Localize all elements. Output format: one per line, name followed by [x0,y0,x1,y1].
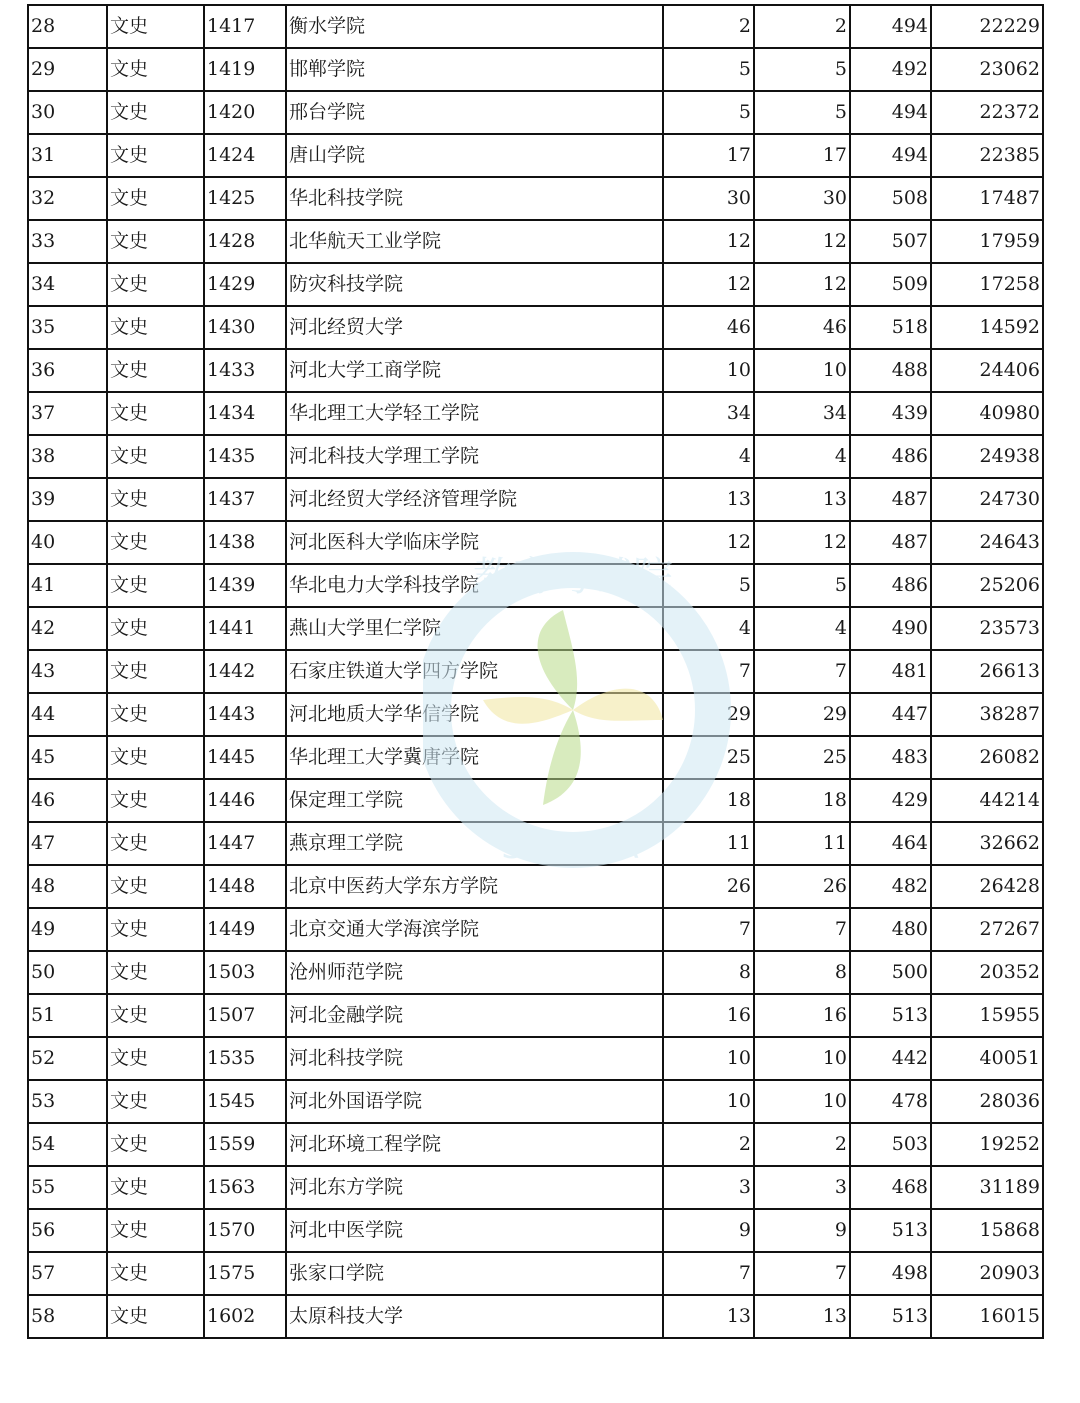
cell-enrolled: 3 [754,1166,850,1209]
cell-school-name: 北京中医药大学东方学院 [286,865,663,908]
cell-school-name: 华北电力大学科技学院 [286,564,663,607]
cell-code: 1438 [204,521,286,564]
cell-code: 1507 [204,994,286,1037]
table-row [28,392,1043,435]
cell-plan: 34 [663,392,754,435]
cell-min-score: 494 [850,91,931,134]
cell-school-name: 衡水学院 [286,5,663,48]
cell-plan: 3 [663,1166,754,1209]
cell-plan: 13 [663,478,754,521]
cell-plan: 26 [663,865,754,908]
cell-enrolled: 17 [754,134,850,177]
cell-plan: 16 [663,994,754,1037]
cell-enrolled: 7 [754,650,850,693]
cell-rank: 17959 [931,220,1043,263]
cell-category: 文史 [107,478,204,521]
table-row [28,349,1043,392]
cell-enrolled: 25 [754,736,850,779]
cell-category: 文史 [107,392,204,435]
table-row [28,779,1043,822]
cell-school-name: 河北环境工程学院 [286,1123,663,1166]
cell-min-score: 498 [850,1252,931,1295]
table-row [28,1166,1043,1209]
cell-seq: 34 [28,263,107,306]
cell-min-score: 486 [850,564,931,607]
cell-enrolled: 5 [754,91,850,134]
table-row [28,607,1043,650]
cell-seq: 45 [28,736,107,779]
cell-rank: 15955 [931,994,1043,1037]
table-row [28,650,1043,693]
cell-code: 1424 [204,134,286,177]
cell-school-name: 邯郸学院 [286,48,663,91]
cell-school-name: 张家口学院 [286,1252,663,1295]
cell-seq: 46 [28,779,107,822]
cell-rank: 24406 [931,349,1043,392]
table-body [28,5,1043,1338]
cell-plan: 7 [663,650,754,693]
cell-plan: 11 [663,822,754,865]
cell-min-score: 508 [850,177,931,220]
cell-seq: 56 [28,1209,107,1252]
cell-seq: 30 [28,91,107,134]
cell-enrolled: 34 [754,392,850,435]
cell-code: 1420 [204,91,286,134]
cell-min-score: 483 [850,736,931,779]
cell-rank: 40980 [931,392,1043,435]
cell-code: 1535 [204,1037,286,1080]
cell-enrolled: 7 [754,1252,850,1295]
cell-plan: 7 [663,908,754,951]
cell-code: 1417 [204,5,286,48]
cell-plan: 5 [663,91,754,134]
cell-rank: 22385 [931,134,1043,177]
cell-category: 文史 [107,220,204,263]
cell-code: 1428 [204,220,286,263]
table-row [28,822,1043,865]
cell-min-score: 518 [850,306,931,349]
cell-category: 文史 [107,48,204,91]
cell-seq: 41 [28,564,107,607]
cell-enrolled: 8 [754,951,850,994]
cell-category: 文史 [107,263,204,306]
cell-plan: 10 [663,1037,754,1080]
cell-category: 文史 [107,435,204,478]
cell-rank: 17487 [931,177,1043,220]
cell-rank: 25206 [931,564,1043,607]
cell-rank: 22229 [931,5,1043,48]
cell-enrolled: 2 [754,5,850,48]
cell-seq: 36 [28,349,107,392]
cell-plan: 46 [663,306,754,349]
cell-plan: 13 [663,1295,754,1338]
cell-rank: 40051 [931,1037,1043,1080]
cell-enrolled: 16 [754,994,850,1037]
cell-category: 文史 [107,994,204,1037]
cell-school-name: 北京交通大学海滨学院 [286,908,663,951]
cell-min-score: 487 [850,521,931,564]
cell-enrolled: 30 [754,177,850,220]
cell-school-name: 唐山学院 [286,134,663,177]
cell-code: 1435 [204,435,286,478]
cell-seq: 51 [28,994,107,1037]
cell-category: 文史 [107,908,204,951]
cell-code: 1433 [204,349,286,392]
cell-min-score: 481 [850,650,931,693]
watermark-chinese-text: 教育考试院 [473,554,673,600]
cell-seq: 58 [28,1295,107,1338]
cell-enrolled: 5 [754,564,850,607]
cell-code: 1446 [204,779,286,822]
cell-code: 1448 [204,865,286,908]
cell-min-score: 513 [850,994,931,1037]
table-row [28,220,1043,263]
cell-rank: 26613 [931,650,1043,693]
cell-plan: 25 [663,736,754,779]
cell-seq: 40 [28,521,107,564]
cell-min-score: 486 [850,435,931,478]
cell-enrolled: 4 [754,435,850,478]
cell-min-score: 478 [850,1080,931,1123]
cell-code: 1575 [204,1252,286,1295]
cell-min-score: 513 [850,1295,931,1338]
cell-code: 1563 [204,1166,286,1209]
cell-seq: 44 [28,693,107,736]
cell-school-name: 邢台学院 [286,91,663,134]
cell-enrolled: 9 [754,1209,850,1252]
score-table-container [27,4,1042,1339]
cell-enrolled: 12 [754,263,850,306]
cell-seq: 55 [28,1166,107,1209]
cell-plan: 10 [663,1080,754,1123]
cell-enrolled: 18 [754,779,850,822]
cell-seq: 47 [28,822,107,865]
cell-rank: 31189 [931,1166,1043,1209]
admission-score-table [27,4,1044,1339]
cell-code: 1430 [204,306,286,349]
cell-code: 1425 [204,177,286,220]
cell-category: 文史 [107,1123,204,1166]
cell-rank: 27267 [931,908,1043,951]
cell-plan: 4 [663,607,754,650]
cell-enrolled: 2 [754,1123,850,1166]
table-row [28,1037,1043,1080]
cell-rank: 15868 [931,1209,1043,1252]
cell-category: 文史 [107,1295,204,1338]
cell-min-score: 464 [850,822,931,865]
cell-rank: 26428 [931,865,1043,908]
cell-code: 1437 [204,478,286,521]
cell-enrolled: 11 [754,822,850,865]
cell-plan: 7 [663,1252,754,1295]
cell-plan: 18 [663,779,754,822]
cell-plan: 12 [663,263,754,306]
table-row [28,1123,1043,1166]
cell-school-name: 华北理工大学轻工学院 [286,392,663,435]
cell-enrolled: 5 [754,48,850,91]
cell-code: 1570 [204,1209,286,1252]
cell-seq: 37 [28,392,107,435]
cell-school-name: 河北金融学院 [286,994,663,1037]
cell-category: 文史 [107,134,204,177]
cell-enrolled: 46 [754,306,850,349]
cell-school-name: 河北大学工商学院 [286,349,663,392]
cell-category: 文史 [107,306,204,349]
cell-seq: 49 [28,908,107,951]
cell-min-score: 494 [850,5,931,48]
table-row [28,5,1043,48]
cell-category: 文史 [107,650,204,693]
cell-enrolled: 10 [754,1037,850,1080]
cell-code: 1445 [204,736,286,779]
cell-enrolled: 12 [754,521,850,564]
cell-category: 文史 [107,736,204,779]
cell-rank: 38287 [931,693,1043,736]
cell-plan: 17 [663,134,754,177]
cell-category: 文史 [107,779,204,822]
cell-enrolled: 13 [754,1295,850,1338]
cell-school-name: 河北地质大学华信学院 [286,693,663,736]
cell-school-name: 太原科技大学 [286,1295,663,1338]
cell-school-name: 河北东方学院 [286,1166,663,1209]
cell-code: 1545 [204,1080,286,1123]
cell-enrolled: 10 [754,349,850,392]
cell-seq: 52 [28,1037,107,1080]
cell-seq: 35 [28,306,107,349]
cell-category: 文史 [107,822,204,865]
cell-min-score: 487 [850,478,931,521]
cell-rank: 14592 [931,306,1043,349]
cell-school-name: 河北中医学院 [286,1209,663,1252]
cell-code: 1443 [204,693,286,736]
cell-school-name: 河北外国语学院 [286,1080,663,1123]
cell-category: 文史 [107,521,204,564]
cell-category: 文史 [107,1252,204,1295]
cell-seq: 32 [28,177,107,220]
cell-min-score: 490 [850,607,931,650]
cell-category: 文史 [107,1037,204,1080]
cell-category: 文史 [107,5,204,48]
cell-seq: 39 [28,478,107,521]
cell-code: 1503 [204,951,286,994]
cell-code: 1442 [204,650,286,693]
cell-rank: 20903 [931,1252,1043,1295]
cell-plan: 5 [663,564,754,607]
cell-rank: 19252 [931,1123,1043,1166]
cell-enrolled: 4 [754,607,850,650]
cell-min-score: 492 [850,48,931,91]
cell-category: 文史 [107,1209,204,1252]
cell-plan: 8 [663,951,754,994]
cell-min-score: 503 [850,1123,931,1166]
table-row [28,908,1043,951]
cell-seq: 54 [28,1123,107,1166]
cell-rank: 24730 [931,478,1043,521]
cell-school-name: 河北经贸大学 [286,306,663,349]
table-row [28,435,1043,478]
cell-school-name: 华北科技学院 [286,177,663,220]
table-row [28,134,1043,177]
cell-school-name: 北华航天工业学院 [286,220,663,263]
cell-rank: 16015 [931,1295,1043,1338]
cell-category: 文史 [107,693,204,736]
cell-min-score: 468 [850,1166,931,1209]
cell-plan: 10 [663,349,754,392]
cell-min-score: 429 [850,779,931,822]
cell-school-name: 保定理工学院 [286,779,663,822]
cell-code: 1441 [204,607,286,650]
cell-school-name: 燕京理工学院 [286,822,663,865]
cell-rank: 23573 [931,607,1043,650]
watermark-english-text: SNEEA [501,827,645,867]
cell-school-name: 河北科技学院 [286,1037,663,1080]
cell-enrolled: 7 [754,908,850,951]
cell-rank: 17258 [931,263,1043,306]
cell-category: 文史 [107,607,204,650]
cell-seq: 28 [28,5,107,48]
cell-enrolled: 13 [754,478,850,521]
cell-school-name: 石家庄铁道大学四方学院 [286,650,663,693]
table-row [28,91,1043,134]
cell-rank: 24643 [931,521,1043,564]
cell-category: 文史 [107,177,204,220]
cell-enrolled: 12 [754,220,850,263]
cell-plan: 4 [663,435,754,478]
table-row [28,478,1043,521]
cell-min-score: 447 [850,693,931,736]
cell-rank: 32662 [931,822,1043,865]
cell-min-score: 509 [850,263,931,306]
cell-code: 1419 [204,48,286,91]
table-row [28,177,1043,220]
cell-school-name: 河北经贸大学经济管理学院 [286,478,663,521]
cell-min-score: 482 [850,865,931,908]
table-row [28,693,1043,736]
cell-rank: 44214 [931,779,1043,822]
cell-plan: 2 [663,1123,754,1166]
cell-min-score: 480 [850,908,931,951]
table-row [28,564,1043,607]
cell-min-score: 513 [850,1209,931,1252]
table-row [28,48,1043,91]
cell-plan: 9 [663,1209,754,1252]
cell-enrolled: 10 [754,1080,850,1123]
cell-min-score: 494 [850,134,931,177]
table-row [28,263,1043,306]
cell-min-score: 442 [850,1037,931,1080]
cell-code: 1602 [204,1295,286,1338]
cell-seq: 48 [28,865,107,908]
cell-category: 文史 [107,349,204,392]
cell-seq: 43 [28,650,107,693]
cell-school-name: 沧州师范学院 [286,951,663,994]
cell-rank: 26082 [931,736,1043,779]
cell-seq: 42 [28,607,107,650]
cell-enrolled: 26 [754,865,850,908]
cell-rank: 24938 [931,435,1043,478]
cell-code: 1439 [204,564,286,607]
cell-seq: 57 [28,1252,107,1295]
table-row [28,951,1043,994]
cell-plan: 29 [663,693,754,736]
cell-min-score: 439 [850,392,931,435]
table-row [28,1209,1043,1252]
cell-rank: 22372 [931,91,1043,134]
cell-code: 1434 [204,392,286,435]
cell-code: 1429 [204,263,286,306]
cell-category: 文史 [107,1166,204,1209]
cell-school-name: 燕山大学里仁学院 [286,607,663,650]
cell-category: 文史 [107,1080,204,1123]
cell-seq: 38 [28,435,107,478]
cell-code: 1447 [204,822,286,865]
table-row [28,736,1043,779]
cell-plan: 30 [663,177,754,220]
table-row [28,1080,1043,1123]
cell-rank: 28036 [931,1080,1043,1123]
cell-min-score: 507 [850,220,931,263]
cell-min-score: 500 [850,951,931,994]
cell-plan: 12 [663,220,754,263]
cell-school-name: 河北医科大学临床学院 [286,521,663,564]
cell-plan: 2 [663,5,754,48]
cell-category: 文史 [107,865,204,908]
table-row [28,306,1043,349]
cell-school-name: 华北理工大学冀唐学院 [286,736,663,779]
cell-enrolled: 29 [754,693,850,736]
cell-rank: 20352 [931,951,1043,994]
cell-seq: 29 [28,48,107,91]
table-row [28,994,1043,1037]
cell-seq: 53 [28,1080,107,1123]
cell-school-name: 防灾科技学院 [286,263,663,306]
cell-category: 文史 [107,564,204,607]
cell-min-score: 488 [850,349,931,392]
cell-seq: 31 [28,134,107,177]
cell-code: 1559 [204,1123,286,1166]
table-row [28,1295,1043,1338]
cell-code: 1449 [204,908,286,951]
cell-plan: 12 [663,521,754,564]
cell-seq: 33 [28,220,107,263]
cell-school-name: 河北科技大学理工学院 [286,435,663,478]
cell-rank: 23062 [931,48,1043,91]
table-row [28,865,1043,908]
cell-category: 文史 [107,91,204,134]
table-row [28,1252,1043,1295]
table-row [28,521,1043,564]
cell-seq: 50 [28,951,107,994]
cell-category: 文史 [107,951,204,994]
cell-plan: 5 [663,48,754,91]
